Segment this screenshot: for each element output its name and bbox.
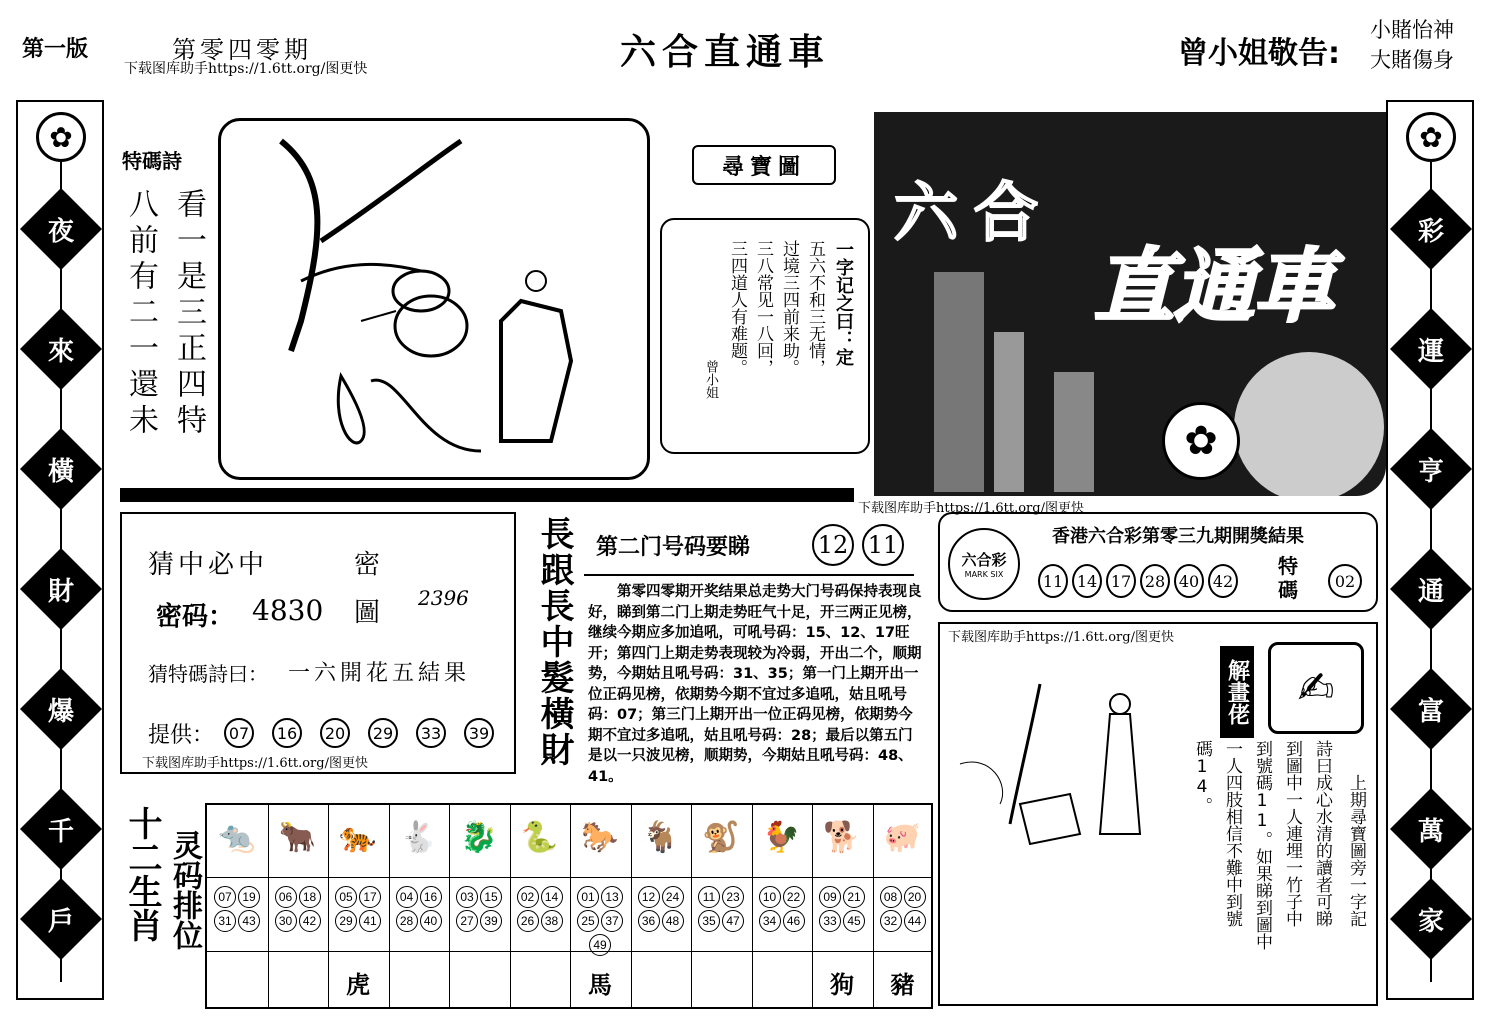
logo-text: 六合彩 <box>961 551 1007 569</box>
explain-col3: 到圖中一人連埋一竹子中 <box>1282 740 1302 927</box>
scroll-col4: 三八常见一八回， <box>753 240 773 376</box>
explain-col6: 碼14。 <box>1192 740 1212 814</box>
zodiac-11-icon: 🐖 <box>883 819 922 855</box>
zodiac-number: 36 <box>638 910 660 932</box>
zodiac-number: 30 <box>275 910 297 932</box>
flower-emblem-icon: ✿ <box>1162 402 1240 480</box>
zodiac-number: 15 <box>480 886 502 908</box>
zodiac-10-icon: 🐕 <box>823 819 861 855</box>
notice-label: 曾小姐敬告: <box>1178 36 1340 71</box>
zodiac-number: 29 <box>335 910 357 932</box>
result-ball: 17 <box>1106 564 1136 598</box>
poster-image <box>874 112 1386 496</box>
door-divider <box>584 574 914 576</box>
number-ball: 20 <box>320 718 350 748</box>
zodiac-numbers <box>207 885 267 933</box>
zodiac-1-icon: 🐂 <box>278 819 317 855</box>
scroll-col3: 过境三四前来助。 <box>779 240 799 376</box>
zodiac-number: 03 <box>456 886 478 908</box>
zodiac-7-icon: 🐐 <box>641 819 680 855</box>
map-label: 圖 <box>354 598 381 628</box>
zodiac-numbers <box>570 885 630 957</box>
woman-portrait <box>1234 352 1384 496</box>
zodiac-highlight: 虎 <box>346 971 370 999</box>
zodiac-number: 44 <box>904 910 926 932</box>
zodiac-number: 28 <box>396 910 418 932</box>
mark-six-logo <box>948 528 1020 600</box>
zodiac-number: 16 <box>420 886 442 908</box>
zodiac-number: 38 <box>541 910 563 932</box>
city-building <box>1054 372 1094 492</box>
zodiac-number: 19 <box>238 886 260 908</box>
explain-col2: 詩曰成心水清的讀者可睇 <box>1312 740 1332 927</box>
banner-char: 富 <box>1417 696 1444 727</box>
scroll <box>660 218 870 454</box>
results-box <box>938 512 1378 612</box>
guess-box <box>120 512 516 774</box>
zodiac-numbers <box>691 885 751 933</box>
door-number: 11 <box>862 524 904 566</box>
poster-title-main: 直通車 <box>1094 240 1334 333</box>
number-ball: 33 <box>416 718 446 748</box>
zodiac-number: 27 <box>456 910 478 932</box>
door-text: 第零四零期开奖结果总走势大门号码保持表现良好，睇到第二门上期走势旺气十足，开三两正见榜，继续今期应多加追吼，可吼号码：15、12、17旺开；第四门上期走势表现较为冷弱，开出二个，顺期势，今期姑且吼号码：31、35；第一门上期开出一位正码见榜，依期势今期不宜过多追吼，姑且吼号码：07；第三门上期开出一位正码见榜，依期势今期不宜过多追吼，姑且吼号码：28；最后以第五门是以一只波见榜，顺期势，今期姑且吼号码：48、41。 <box>588 584 922 785</box>
zodiac-highlight: 豬 <box>890 971 915 999</box>
poem-label: 特碼詩 <box>122 149 182 173</box>
provide-label: 提供： <box>148 723 215 748</box>
puzzle-picture <box>218 118 650 480</box>
banner-char: 戶 <box>47 906 74 937</box>
secret-label: 密 <box>354 550 381 580</box>
zodiac-number: 33 <box>819 910 841 932</box>
number-ball: 39 <box>464 718 494 748</box>
zodiac-number: 42 <box>299 910 321 932</box>
flower-icon: ✿ <box>36 112 86 162</box>
banner-char: 來 <box>47 336 74 367</box>
treasure-label: 尋寶圖 <box>692 145 836 185</box>
zodiac-number: 07 <box>214 886 236 908</box>
zodiac-number: 08 <box>880 886 902 908</box>
city-building <box>994 332 1024 492</box>
number-ball: 16 <box>272 718 302 748</box>
results-title: 香港六合彩第零三九期開獎結果 <box>1052 526 1304 547</box>
result-ball: 11 <box>1038 564 1068 598</box>
zodiac-number: 18 <box>299 886 321 908</box>
zodiac-number: 21 <box>843 886 865 908</box>
notice-line2: 大賭傷身 <box>1370 48 1454 72</box>
zodiac-numbers <box>752 885 812 933</box>
banner-char: 家 <box>1417 906 1444 937</box>
zodiac-number: 02 <box>517 886 539 908</box>
zodiac-number: 11 <box>698 886 720 908</box>
zodiac-numbers <box>389 885 449 933</box>
banner-char: 運 <box>1417 336 1444 367</box>
zodiac-9-icon: 🐓 <box>762 819 801 855</box>
door-number: 12 <box>812 524 854 566</box>
zodiac-number: 37 <box>601 910 623 932</box>
zodiac-number: 06 <box>275 886 297 908</box>
divider-bar <box>120 488 854 502</box>
number-ball: 29 <box>368 718 398 748</box>
zodiac-number: 35 <box>698 910 720 932</box>
zodiac-number: 09 <box>819 886 841 908</box>
page-title: 六合直通車 <box>620 32 831 73</box>
poem-text-2: 一六開花五結果 <box>288 661 471 686</box>
logo-sub: MARK SIX <box>964 570 1004 579</box>
explain-label: 解畫佬 <box>1220 646 1254 738</box>
scroll-col1: 一字记之曰：定 <box>833 240 854 366</box>
zodiac-number: 48 <box>662 910 684 932</box>
poem-label-2: 猜特碼詩曰： <box>148 662 268 686</box>
code-value: 4830 <box>252 594 324 627</box>
banner-char: 彩 <box>1417 216 1444 247</box>
zodiac-numbers <box>631 885 691 933</box>
number-ball: 07 <box>224 718 254 748</box>
door-title: 第二门号码要睇 <box>596 535 751 560</box>
issue-label: 第零四零期 <box>172 36 312 64</box>
zodiac-6-icon: 🐎 <box>581 819 619 855</box>
handwritten-note: 2396 <box>418 586 469 610</box>
zodiac-number: 20 <box>904 886 926 908</box>
city-building <box>934 272 984 492</box>
zodiac-8-icon: 🐒 <box>702 819 740 855</box>
zodiac-5-icon: 🐍 <box>520 819 559 855</box>
zodiac-2-icon: 🐅 <box>339 819 377 855</box>
zodiac-numbers <box>449 885 509 933</box>
result-ball: 28 <box>1140 564 1170 598</box>
special-ball: 02 <box>1328 564 1362 598</box>
right-banner <box>1386 100 1474 1000</box>
banner-char: 通 <box>1417 576 1444 607</box>
result-ball: 42 <box>1208 564 1238 598</box>
guess-watermark: 下载图库助手https://1.6tt.org/图更快 <box>142 756 368 771</box>
header-watermark: 下载图库助手https://1.6tt.org/图更快 <box>124 61 368 77</box>
zodiac-number: 25 <box>577 910 599 932</box>
zodiac-numbers <box>812 885 872 933</box>
zodiac-number: 43 <box>238 910 260 932</box>
zodiac-4-icon: 🐉 <box>460 819 498 855</box>
pen-paper-icon: ✍ <box>1268 642 1364 734</box>
banner-char: 爆 <box>47 696 74 727</box>
code-label: 密码： <box>156 602 235 632</box>
zodiac-number: 22 <box>783 886 805 908</box>
zodiac-number: 39 <box>480 910 502 932</box>
scroll-col5: 三四道人有难题。 <box>727 240 747 376</box>
zodiac-number: 24 <box>662 886 684 908</box>
zodiac-number: 10 <box>759 886 781 908</box>
banner-char: 夜 <box>47 216 74 247</box>
zodiac-number: 41 <box>359 910 381 932</box>
zodiac-numbers <box>510 885 570 933</box>
provide-numbers <box>224 718 494 748</box>
special-label: 特碼 <box>1278 554 1298 602</box>
zodiac-number: 26 <box>517 910 539 932</box>
zodiac-number: 12 <box>638 886 660 908</box>
explain-box <box>938 622 1378 1006</box>
banner-char: 萬 <box>1417 816 1444 847</box>
zodiac-3-icon: 🐇 <box>399 819 438 855</box>
banner-char: 亨 <box>1417 456 1444 487</box>
result-numbers <box>1038 564 1238 598</box>
zodiac-side-label: 十二生肖 <box>122 806 162 942</box>
zodiac-0-icon: 🐀 <box>218 819 256 855</box>
ink-drawing <box>221 121 647 477</box>
zodiac-numbers <box>328 885 388 933</box>
guess-line1: 猜中必中 <box>148 550 269 580</box>
zodiac-number: 01 <box>577 886 599 908</box>
zodiac-number: 23 <box>722 886 744 908</box>
edition-label: 第一版 <box>22 37 89 62</box>
door-numbers <box>812 524 904 566</box>
ink-drawing <box>950 644 1220 864</box>
scroll-col2: 五六不和三无情， <box>805 240 825 376</box>
explain-col4: 到號碼11。如果睇到圖中 <box>1252 740 1272 950</box>
poster-watermark: 下载图库助手https://1.6tt.org/图更快 <box>858 501 1084 516</box>
zodiac-grid <box>205 803 933 1009</box>
flower-icon: ✿ <box>1406 112 1456 162</box>
zodiac-number: 17 <box>359 886 381 908</box>
result-ball: 14 <box>1072 564 1102 598</box>
notice-line1: 小賭怡神 <box>1370 18 1454 42</box>
zodiac-number: 46 <box>783 910 805 932</box>
banner-char: 財 <box>47 576 74 607</box>
zodiac-number: 05 <box>335 886 357 908</box>
explain-col5: 一人四肢相信不難中到號 <box>1222 740 1242 927</box>
zodiac-label: 灵码排位 <box>167 830 202 950</box>
zodiac-number: 40 <box>420 910 442 932</box>
poem-col1: 看一是三正四特 <box>171 188 206 440</box>
zodiac-number: 32 <box>880 910 902 932</box>
vertical-slogan: 長跟長中髮橫財 <box>534 516 574 768</box>
zodiac-number: 45 <box>843 910 865 932</box>
explain-watermark: 下载图库助手https://1.6tt.org/图更快 <box>948 630 1174 645</box>
zodiac-numbers <box>268 885 328 933</box>
zodiac-number: 49 <box>589 934 611 956</box>
banner-char: 橫 <box>47 456 74 487</box>
poster-title-top: 六合 <box>894 177 1054 251</box>
zodiac-number: 47 <box>722 910 744 932</box>
zodiac-number: 31 <box>214 910 236 932</box>
explain-col1: 上期尋寶圖旁一字記 <box>1346 774 1366 927</box>
poem-col2: 八前有二一還未 <box>123 188 158 440</box>
zodiac-number: 13 <box>601 886 623 908</box>
zodiac-highlight: 馬 <box>588 971 612 999</box>
zodiac-number: 04 <box>396 886 418 908</box>
scroll-signature: 曾小姐 <box>703 360 718 399</box>
zodiac-number: 14 <box>541 886 563 908</box>
banner-char: 千 <box>47 816 74 847</box>
left-banner <box>16 100 104 1000</box>
result-ball: 40 <box>1174 564 1204 598</box>
zodiac-number: 34 <box>759 910 781 932</box>
zodiac-highlight: 狗 <box>830 971 854 999</box>
zodiac-numbers <box>873 885 933 933</box>
